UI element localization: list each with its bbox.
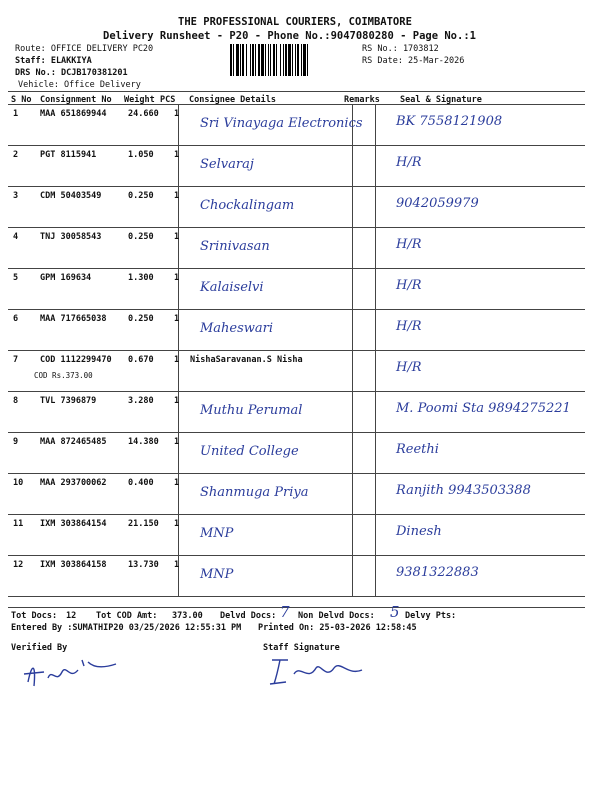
row-pcs: 1 xyxy=(174,560,180,570)
row-weight: 13.730 xyxy=(128,560,159,570)
row-divider xyxy=(8,596,585,597)
row-signature: H/R xyxy=(396,237,422,252)
row-pcs: 1 xyxy=(174,355,180,365)
rs-date-label: RS Date: 25-Mar-2026 xyxy=(362,56,465,66)
row-sno: 7 xyxy=(13,355,19,365)
row-consignment: PGT 8115941 xyxy=(40,150,97,160)
col-consignee-header: Consignee Details xyxy=(189,95,276,105)
row-weight: 0.250 xyxy=(128,232,154,242)
row-sno: 9 xyxy=(13,437,19,447)
col-seal-header: Seal & Signature xyxy=(400,95,482,105)
col-pcs-header: PCS xyxy=(160,95,176,105)
row-divider xyxy=(8,555,585,556)
rs-no-label: RS No.: 1703812 xyxy=(362,44,439,54)
row-signature: H/R xyxy=(396,360,422,375)
row-divider xyxy=(8,391,585,392)
row-signature: H/R xyxy=(396,278,422,293)
row-signature: Ranjith 9943503388 xyxy=(396,483,531,498)
row-weight: 1.050 xyxy=(128,150,154,160)
row-handwritten-name: Shanmuga Priya xyxy=(200,485,309,500)
row-weight: 0.400 xyxy=(128,478,154,488)
col-consignment-header: Consignment No xyxy=(40,95,112,105)
staff-signature xyxy=(268,652,378,688)
row-handwritten-name: United College xyxy=(200,444,299,459)
row-weight: 14.380 xyxy=(128,437,159,447)
row-pcs: 1 xyxy=(174,396,180,406)
row-consignment: GPM 169634 xyxy=(40,273,92,283)
row-consignment: IXM 303864158 xyxy=(40,560,107,570)
row-pcs: 1 xyxy=(174,232,180,242)
runsheet-subtitle: Delivery Runsheet - P20 - Phone No.:9047080280 - Page No.:1 xyxy=(103,30,476,42)
row-divider xyxy=(8,227,585,228)
row-divider xyxy=(8,514,585,515)
row-weight: 0.250 xyxy=(128,314,154,324)
row-pcs: 1 xyxy=(174,150,180,160)
row-sno: 3 xyxy=(13,191,19,201)
row-pcs: 1 xyxy=(174,314,180,324)
verified-signature xyxy=(20,652,130,692)
row-sno: 5 xyxy=(13,273,19,283)
row-consignment: MAA 293700062 xyxy=(40,478,107,488)
row-signature: H/R xyxy=(396,155,422,170)
row-weight: 21.150 xyxy=(128,519,159,529)
col-sno-header: S No xyxy=(11,95,32,105)
row-consignment: TVL 7396879 xyxy=(40,396,97,406)
row-handwritten-name: MNP xyxy=(200,526,234,541)
row-pcs: 1 xyxy=(174,191,180,201)
printed-on: Printed On: 25-03-2026 12:58:45 xyxy=(258,623,417,633)
tot-docs-value: 12 xyxy=(66,611,77,621)
non-delvd-hand: 5 xyxy=(390,603,400,621)
row-signature: 9042059979 xyxy=(396,196,479,211)
row-weight: 0.670 xyxy=(128,355,154,365)
col-weight-header: Weight xyxy=(124,95,155,105)
company-title: THE PROFESSIONAL COURIERS, COIMBATORE xyxy=(178,16,412,28)
barcode xyxy=(230,44,358,76)
delvd-docs-hand: 7 xyxy=(280,603,290,621)
row-handwritten-name: MNP xyxy=(200,567,234,582)
row-sno: 11 xyxy=(13,519,24,529)
row-sno: 2 xyxy=(13,150,19,160)
row-divider xyxy=(8,145,585,146)
row-pcs: 1 xyxy=(174,478,180,488)
row-signature: H/R xyxy=(396,319,422,334)
row-pcs: 1 xyxy=(174,109,180,119)
row-divider xyxy=(8,473,585,474)
drs-label: DRS No.: DCJB170381201 xyxy=(15,68,128,78)
tot-cod-label: Tot COD Amt: xyxy=(96,611,158,621)
row-handwritten-name: Selvaraj xyxy=(200,157,254,172)
entered-by: Entered By :SUMATHIP20 03/25/2026 12:55:31 PM xyxy=(11,623,242,633)
vehicle-label: Vehicle: Office Delivery xyxy=(18,80,141,90)
route-label: Route: OFFICE DELIVERY PC20 xyxy=(15,44,154,54)
row-handwritten-name: Srinivasan xyxy=(200,239,270,254)
row-consignee: NishaSaravanan.S Nisha xyxy=(190,355,303,365)
row-weight: 3.280 xyxy=(128,396,154,406)
row-divider xyxy=(8,350,585,351)
row-signature: 9381322883 xyxy=(396,565,479,580)
verified-by-label: Verified By xyxy=(11,643,68,653)
row-consignment: COD 1112299470 xyxy=(40,355,112,365)
row-weight: 0.250 xyxy=(128,191,154,201)
row-divider xyxy=(8,309,585,310)
row-consignment: TNJ 30058543 xyxy=(40,232,102,242)
row-pcs: 1 xyxy=(174,519,180,529)
row-handwritten-name: Sri Vinayaga Electronics xyxy=(200,116,363,131)
row-consignment: MAA 651869944 xyxy=(40,109,107,119)
row-handwritten-name: Muthu Perumal xyxy=(200,403,303,418)
row-divider xyxy=(8,432,585,433)
row-weight: 24.660 xyxy=(128,109,159,119)
row-signature: M. Poomi Sta 9894275221 xyxy=(396,401,571,416)
row-sno: 6 xyxy=(13,314,19,324)
tot-cod-value: 373.00 xyxy=(172,611,203,621)
row-cod-note: COD Rs.373.00 xyxy=(34,371,93,380)
row-handwritten-name: Chockalingam xyxy=(200,198,295,213)
row-sno: 4 xyxy=(13,232,19,242)
row-signature: Reethi xyxy=(396,442,439,457)
row-sno: 12 xyxy=(13,560,24,570)
barcode-bar xyxy=(308,44,310,76)
row-divider xyxy=(8,186,585,187)
tot-docs-label: Tot Docs: xyxy=(11,611,58,621)
row-sno: 10 xyxy=(13,478,24,488)
row-handwritten-name: Kalaiselvi xyxy=(200,280,264,295)
row-signature: Dinesh xyxy=(396,524,442,539)
col-remarks-header: Remarks xyxy=(344,95,380,105)
delvd-docs-label: Delvd Docs: xyxy=(220,611,277,621)
row-consignment: CDM 50403549 xyxy=(40,191,102,201)
row-signature: BK 7558121908 xyxy=(396,114,503,129)
row-pcs: 1 xyxy=(174,437,180,447)
row-pcs: 1 xyxy=(174,273,180,283)
non-delvd-label: Non Delvd Docs: xyxy=(298,611,375,621)
row-sno: 8 xyxy=(13,396,19,406)
row-consignment: IXM 303864154 xyxy=(40,519,107,529)
staff-label: Staff: ELAKKIYA xyxy=(15,56,92,66)
row-divider xyxy=(8,268,585,269)
row-sno: 1 xyxy=(13,109,19,119)
row-handwritten-name: Maheswari xyxy=(200,321,274,336)
row-consignment: MAA 872465485 xyxy=(40,437,107,447)
row-weight: 1.300 xyxy=(128,273,154,283)
staff-signature-label: Staff Signature xyxy=(263,643,340,653)
row-consignment: MAA 717665038 xyxy=(40,314,107,324)
delvy-pts-label: Delvy Pts: xyxy=(405,611,457,621)
